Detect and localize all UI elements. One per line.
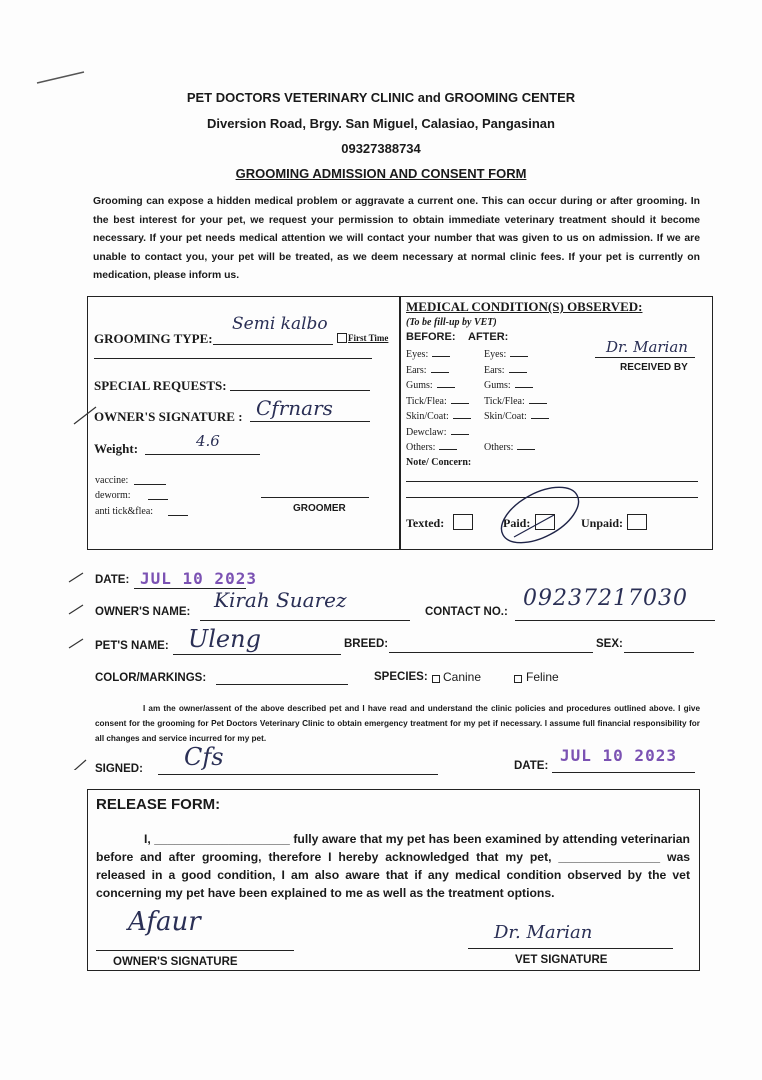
medical-item-label: Others: [484, 442, 514, 453]
date2-stamp: JUL 10 2023 [560, 746, 677, 765]
medical-item-field[interactable] [509, 363, 527, 373]
medical-item [484, 440, 564, 456]
medical-item-field[interactable] [432, 347, 450, 357]
medical-item [406, 363, 476, 379]
medical-item [406, 440, 476, 456]
signed-label: SIGNED: [95, 763, 143, 775]
tick-marks [66, 570, 88, 770]
medical-item-label: Eyes: [406, 349, 429, 360]
note-label: Note/ Concern: [406, 457, 472, 468]
before-list [406, 347, 476, 456]
release-title: RELEASE FORM: [96, 796, 221, 813]
date2-label: DATE: [514, 760, 549, 772]
pet-name-label: PET'S NAME: [95, 640, 169, 652]
owner-signature-label: OWNER'S SIGNATURE : [94, 409, 243, 424]
canine-checkbox[interactable] [432, 675, 440, 683]
vaccine-field[interactable] [134, 474, 166, 485]
medical-item-field[interactable] [453, 409, 471, 419]
vet-signature-label: VET SIGNATURE [515, 954, 608, 966]
weight-label: Weight: [94, 441, 139, 456]
medical-item [406, 394, 476, 410]
medical-item-field[interactable] [431, 363, 449, 373]
medical-item-label: Tick/Flea: [484, 395, 525, 407]
intro-paragraph: Grooming can expose a hidden medical problem or aggravate a current one. This can occur during or after grooming. In the best interest for your pet, we request your permission to obtain immediate veterinary treatment should it become necessary. If your pet needs medical attention we will contact your number that was given to us on admission. If we are unable to contact you, your pet will be treated, as we deem necessary at normal clinic fees. If your pet is currently on medication, please inform us. [93, 196, 700, 281]
medical-item-field[interactable] [451, 425, 469, 435]
medical-item-field[interactable] [517, 440, 535, 450]
deworm-field[interactable] [148, 489, 168, 500]
feline-label: Feline [526, 670, 559, 684]
groomer-line [261, 497, 369, 498]
special-requests-field[interactable] [230, 378, 370, 391]
consent-text: I am the owner/assent of the above described pet and I have read and understand the clinic policies and procedures outlined above. I give consent for the grooming for Pet Doctors Veterinary Clinic to obtain emergency treatment for my pet if necessary. I assume full financial responsibility for all changes and service incurred for my pet. [95, 704, 700, 743]
date-stamp: JUL 10 2023 [140, 569, 257, 588]
medical-item [484, 378, 564, 394]
medical-item-label: Skin/Coat: [406, 411, 449, 422]
unpaid-checkbox[interactable] [627, 514, 647, 530]
contact-value: 09237217030 [523, 586, 688, 611]
medical-item-label: Others: [406, 442, 436, 453]
vet-signature-value: Dr. Marian [494, 922, 593, 943]
form-title: GROOMING ADMISSION AND CONSENT FORM [235, 166, 527, 181]
grooming-type-label: GROOMING TYPE: [94, 331, 213, 346]
medical-item-field[interactable] [531, 409, 549, 419]
paid-label: Paid: [503, 516, 531, 530]
color-markings-label: COLOR/MARKINGS: [95, 672, 207, 684]
medical-item-field[interactable] [439, 440, 457, 450]
medical-item-label: Ears: [484, 364, 505, 376]
medical-item-label: Skin/Coat: [484, 411, 527, 422]
first-time-checkbox[interactable] [337, 333, 347, 343]
vaccine-label: vaccine: [95, 475, 129, 486]
medical-item [484, 409, 564, 425]
medical-item [484, 394, 564, 410]
release-text: I, ____________________ fully aware that my pet has been examined by attending veterinarian before and after grooming, therefore I hereby acknowledged that my pet, _______________ was released in a good condition, I am also aware that if any medical condition observed by the vet concerning my pet have been explained to me as well as the treatment options. [96, 832, 690, 900]
texted-checkbox[interactable] [453, 514, 473, 530]
medical-item-label: Dewclaw: [406, 426, 447, 438]
medical-item-label: Gums: [484, 380, 511, 391]
medical-item-label: Tick/Flea: [406, 395, 447, 407]
medical-item-label: Eyes: [484, 349, 507, 360]
paid-circle-mark [492, 481, 592, 551]
medical-item [484, 347, 564, 363]
sex-field[interactable] [624, 638, 694, 653]
medical-title: MEDICAL CONDITION(S) OBSERVED: [406, 299, 643, 314]
owner-release-signature: Afaur [128, 907, 201, 937]
special-requests-label: SPECIAL REQUESTS: [94, 378, 227, 393]
medical-item [406, 378, 476, 394]
owner-release-label: OWNER'S SIGNATURE [113, 956, 238, 968]
received-by-line [595, 357, 695, 358]
feline-checkbox[interactable] [514, 675, 522, 683]
medical-item-field[interactable] [451, 394, 469, 404]
weight-value: 4.6 [196, 432, 220, 450]
owner-release-line[interactable] [96, 950, 294, 951]
tick-mark-icon [72, 404, 98, 426]
after-label: AFTER: [468, 331, 509, 343]
medical-item [484, 363, 564, 379]
deworm-label: deworm: [95, 490, 131, 501]
pen-mark [34, 68, 94, 88]
medical-item-field[interactable] [437, 378, 455, 388]
breed-label: BREED: [344, 638, 389, 650]
medical-item-label: Gums: [406, 380, 433, 391]
date-label: DATE: [95, 574, 130, 586]
medical-item-field[interactable] [510, 347, 528, 357]
after-list [484, 347, 564, 456]
medical-item-field[interactable] [515, 378, 533, 388]
antitick-label: anti tick&flea: [95, 506, 154, 517]
medical-subtitle: (To be fill-up by VET) [406, 317, 497, 328]
first-time-label: First Time [348, 333, 389, 343]
groomer-label: GROOMER [293, 503, 346, 514]
medical-item [406, 347, 476, 363]
received-by-value: Dr. Marian [606, 338, 688, 356]
vet-signature-line[interactable] [468, 948, 673, 949]
species-label: SPECIES: [374, 671, 428, 683]
grooming-type-value: Semi kalbo [232, 314, 328, 334]
pet-name-value: Uleng [188, 625, 261, 653]
antitick-field[interactable] [168, 505, 188, 516]
owner-signature-value: Cfrnars [256, 396, 333, 420]
grooming-line-2 [94, 358, 372, 359]
sex-label: SEX: [596, 638, 623, 650]
before-label: BEFORE: [406, 331, 456, 343]
owner-name-label: OWNER'S NAME: [95, 606, 191, 618]
canine-label: Canine [443, 670, 482, 684]
color-markings-field[interactable] [216, 670, 348, 685]
clinic-phone: 09327388734 [341, 141, 421, 156]
owner-name-value: Kirah Suarez [214, 588, 347, 612]
clinic-name: PET DOCTORS VETERINARY CLINIC and GROOMING CENTER [186, 90, 576, 105]
breed-field[interactable] [389, 638, 593, 653]
received-by-label: RECEIVED BY [620, 362, 688, 373]
medical-item [406, 425, 476, 441]
signed-value: Cfs [184, 743, 224, 771]
medical-item [406, 409, 476, 425]
clinic-address: Diversion Road, Brgy. San Miguel, Calasiao, Pangasinan [207, 116, 555, 131]
medical-item-label: Ears: [406, 364, 427, 376]
medical-item-field[interactable] [529, 394, 547, 404]
unpaid-label: Unpaid: [581, 516, 624, 530]
texted-label: Texted: [406, 516, 445, 530]
medical-item [484, 425, 564, 441]
contact-label: CONTACT NO.: [425, 606, 508, 618]
